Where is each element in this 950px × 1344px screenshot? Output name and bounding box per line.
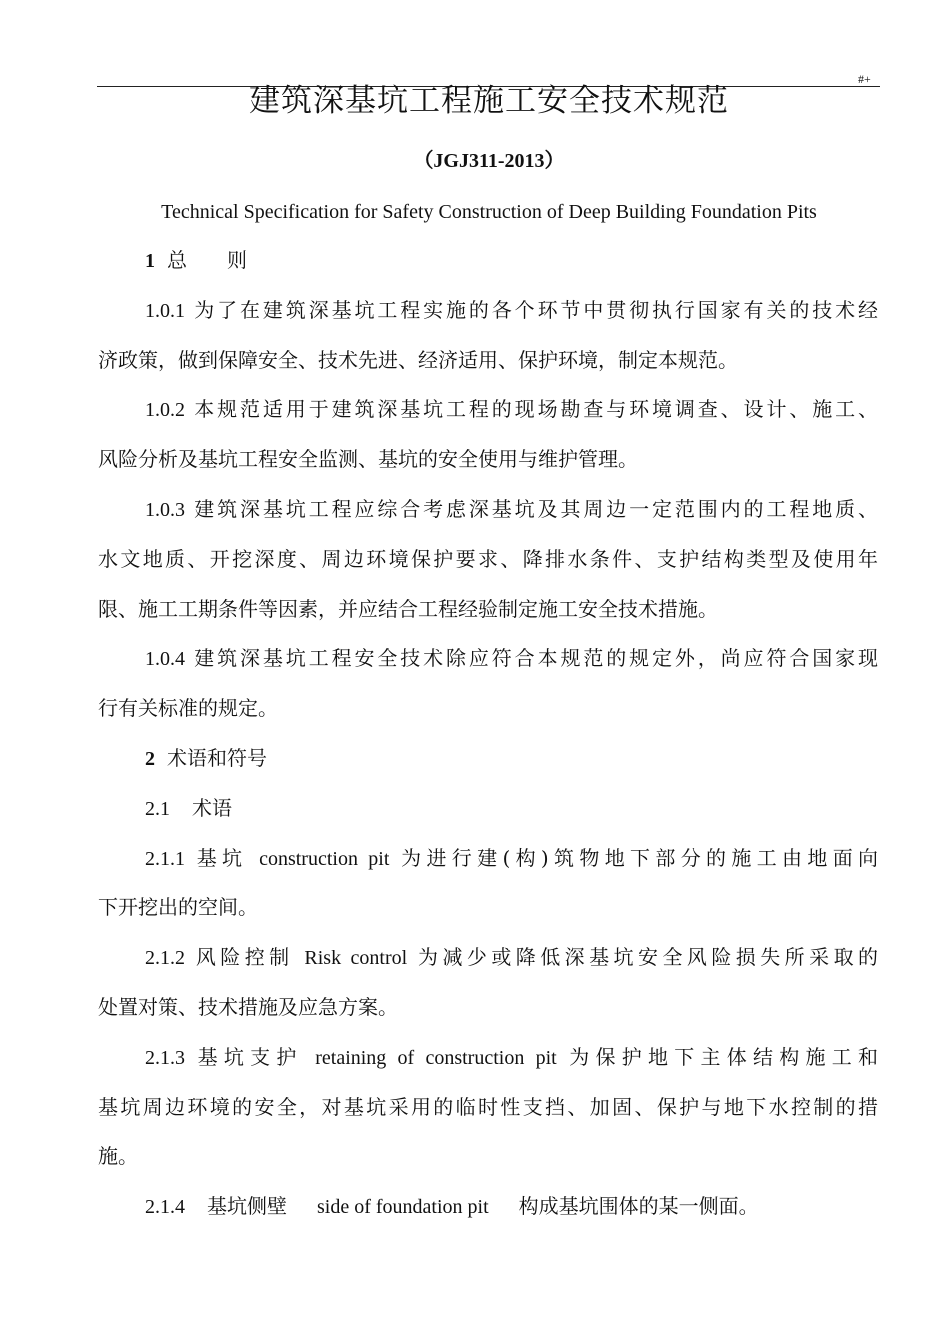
term-2-1-1-line-2: 下开挖出的空间。 [98, 895, 258, 920]
section-2-1-heading [98, 784, 878, 834]
clause-1-0-3-line-1 [98, 485, 878, 535]
clause-number: 1.0.1 [145, 299, 185, 322]
term-en: side of foundation pit [317, 1196, 489, 1219]
clause-1-0-2-line-1 [98, 385, 878, 435]
clause-text: 本规范适用于建筑深基坑工程的现场勘查与环境调查、设计、施工、 [194, 397, 878, 422]
clause-text: 为了在建筑深基坑工程实施的各个环节中贯彻执行国家有关的技术经 [194, 297, 878, 322]
term-en: Risk control [304, 947, 408, 970]
term-2-1-4-line-1 [98, 1182, 878, 1232]
clause-number: 1.0.3 [145, 498, 185, 521]
term-cn: 基坑支护 [197, 1044, 303, 1069]
term-definition: 为进行建(构)筑物地下部分的施工由地面向 [401, 845, 878, 870]
term-cn: 基坑侧壁 [207, 1194, 287, 1219]
term-2-1-1-line-1 [98, 834, 878, 884]
clause-text: 建筑深基坑工程安全技术除应符合本规范的规定外，尚应符合国家现 [194, 646, 878, 671]
chapter-2-heading [98, 734, 878, 784]
standard-code: （JGJ311-2013） [413, 150, 565, 172]
clause-number: 1.0.4 [145, 648, 185, 671]
term-cn: 风险控制 [195, 945, 294, 970]
chapter-2-title: 术语和符号 [167, 745, 267, 770]
term-cn: 基坑 [196, 845, 248, 870]
term-2-1-3-line-2: 基坑周边环境的安全，对基坑采用的临时性支挡、加固、保护与地下水控制的措 [98, 1094, 878, 1119]
term-definition: 为减少或降低深基坑安全风险损失所采取的 [418, 945, 878, 970]
clause-1-0-4-line-2: 行有关标准的规定。 [98, 696, 278, 721]
clause-1-0-1-line-2: 济政策，做到保障安全、技术先进、经济适用、保护环境，制定本规范。 [98, 347, 738, 372]
term-number: 2.1.4 [145, 1196, 185, 1219]
clause-1-0-3-line-3: 限、施工工期条件等因素，并应结合工程经验制定施工安全技术措施。 [98, 596, 718, 621]
term-number: 2.1.3 [145, 1046, 185, 1069]
chapter-1-title: 总 则 [167, 248, 247, 272]
clause-1-0-2-line-2: 风险分析及基坑工程安全监测、基坑的安全使用与维护管理。 [98, 447, 638, 472]
header-mark: #+ [858, 72, 871, 86]
term-definition: 构成基坑围体的某一侧面。 [518, 1194, 759, 1219]
term-2-1-2-line-1 [98, 933, 878, 983]
chapter-1-heading [98, 236, 878, 286]
section-number: 2.1 [145, 797, 170, 820]
document-title: 建筑深基坑工程施工安全技术规范 [249, 83, 729, 119]
clause-number: 1.0.2 [145, 399, 185, 422]
clause-1-0-4-line-1 [98, 634, 878, 684]
section-title: 术语 [192, 795, 232, 820]
term-en: retaining of construction pit [315, 1046, 557, 1069]
clause-1-0-1-line-1 [98, 286, 878, 336]
chapter-1-number: 1 [145, 250, 155, 272]
term-number: 2.1.1 [145, 847, 185, 870]
term-2-1-2-line-2: 处置对策、技术措施及应急方案。 [98, 994, 398, 1019]
term-definition: 为保护地下主体结构施工和 [569, 1044, 878, 1069]
document-body [98, 236, 878, 1232]
term-number: 2.1.2 [145, 947, 185, 970]
term-en: construction pit [259, 847, 390, 870]
clause-text: 建筑深基坑工程应综合考虑深基坑及其周边一定范围内的工程地质、 [194, 496, 878, 521]
english-title: Technical Specification for Safety Construction of Deep Building Foundation Pits [161, 201, 817, 223]
term-2-1-3-line-3: 施。 [98, 1144, 138, 1169]
clause-1-0-3-line-2: 水文地质、开挖深度、周边环境保护要求、降排水条件、支护结构类型及使用年 [98, 546, 878, 571]
chapter-2-number: 2 [145, 747, 155, 770]
term-2-1-3-line-1 [98, 1033, 878, 1083]
